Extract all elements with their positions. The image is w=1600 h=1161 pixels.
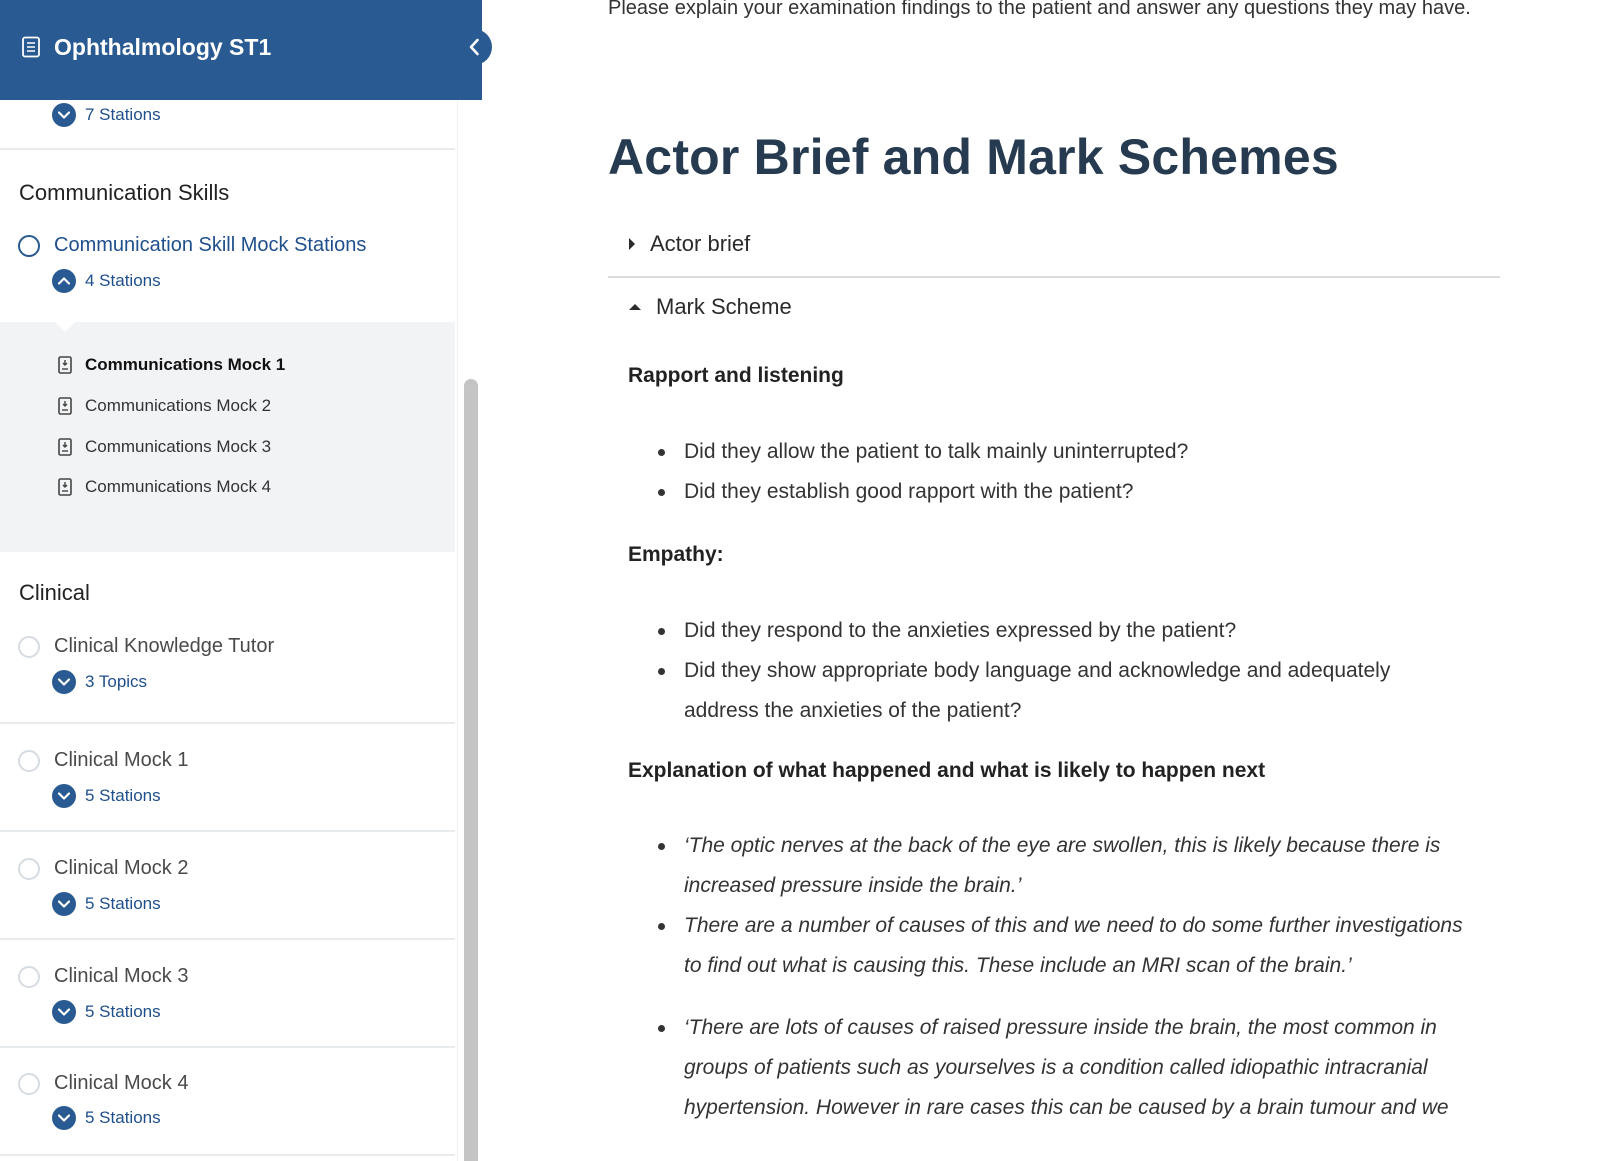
accordion-mark-scheme[interactable] xyxy=(628,294,792,320)
list-item: There are a number of causes of this and we need to do some further investigations to find out what is causing this. These include an MRI scan of the brain.’ xyxy=(628,906,1468,986)
lesson-clinical-mock-2 xyxy=(0,832,455,940)
lesson-row[interactable] xyxy=(18,1072,188,1095)
lesson-count-toggle[interactable] xyxy=(52,670,147,694)
chevron-down-icon xyxy=(52,1000,76,1024)
chevron-down-icon xyxy=(52,784,76,808)
topic-label[interactable]: Communications Mock 1 xyxy=(85,355,286,374)
document-exam-icon xyxy=(58,438,72,456)
lesson-title[interactable]: Communication Skill Mock Stations xyxy=(54,234,367,256)
lesson-status-radio xyxy=(18,858,40,880)
sidebar-lesson-list[interactable] xyxy=(0,0,455,1161)
mark-scheme-heading: Explanation of what happened and what is likely to happen next xyxy=(628,759,1266,782)
lesson-count[interactable]: 3 Topics xyxy=(85,672,148,691)
sidebar-header xyxy=(0,0,482,100)
topic-item[interactable] xyxy=(58,355,285,375)
lesson-count[interactable]: 5 Stations xyxy=(85,1108,161,1127)
topic-label[interactable]: Communications Mock 3 xyxy=(85,437,272,456)
prev-lesson-count-toggle[interactable] xyxy=(52,103,161,127)
intro-paragraph: Please explain your examination findings to the patient and answer any questions they may have. xyxy=(608,0,1471,19)
lesson-clinical-knowledge-tutor[interactable] xyxy=(18,635,274,658)
lesson-communication-skill-mock-stations[interactable] xyxy=(18,234,366,257)
list-item: Did they respond to the anxieties expressed by the patient? xyxy=(628,611,1468,651)
topic-label[interactable]: Communications Mock 4 xyxy=(85,477,272,496)
lesson-row[interactable] xyxy=(18,749,188,772)
topic-item[interactable] xyxy=(58,437,271,457)
lesson-count[interactable]: 5 Stations xyxy=(85,894,161,913)
lesson-count[interactable]: 5 Stations xyxy=(85,1002,161,1021)
lesson-count[interactable]: 5 Stations xyxy=(85,786,161,805)
course-sidebar xyxy=(0,0,482,1161)
topic-item[interactable] xyxy=(58,396,271,416)
list-item: Did they allow the patient to talk mainly uninterrupted? xyxy=(628,432,1468,472)
mark-scheme-list xyxy=(628,432,1468,512)
list-item: ‘The optic nerves at the back of the eye are swollen, this is likely because there is increased pressure inside the brain.’ xyxy=(628,826,1468,906)
mark-scheme-heading: Empathy: xyxy=(628,543,724,566)
lesson-status-radio xyxy=(18,1073,40,1095)
accordion-label[interactable]: Actor brief xyxy=(650,231,751,256)
section-heading: Communication Skills xyxy=(19,180,230,205)
list-item: Did they establish good rapport with the patient? xyxy=(628,472,1468,512)
lesson-count-toggle[interactable] xyxy=(52,892,161,916)
lesson-count-toggle[interactable] xyxy=(52,269,161,293)
document-exam-icon xyxy=(58,478,72,496)
chevron-up-icon xyxy=(52,269,76,293)
chevron-left-icon xyxy=(468,38,480,56)
section-heading: Clinical xyxy=(19,580,90,605)
mark-scheme-heading: Rapport and listening xyxy=(628,364,844,387)
chevron-down-icon xyxy=(52,1106,76,1130)
collapse-sidebar-button[interactable] xyxy=(456,29,492,65)
lesson-row[interactable] xyxy=(18,965,188,988)
lesson-status-radio xyxy=(18,636,40,658)
list-item: ‘There are lots of causes of raised pressure inside the brain, the most common in groups of patients such as yourselves is a condition called idiopathic intracranial hypertension. However in rare cases this can be caused by a brain tumour and we xyxy=(628,1008,1468,1128)
lesson-title[interactable]: Clinical Mock 2 xyxy=(54,857,189,879)
lesson-clinical-mock-1 xyxy=(0,724,455,832)
lesson-status-radio xyxy=(18,750,40,772)
chevron-down-icon xyxy=(52,892,76,916)
mark-scheme-list xyxy=(628,611,1468,731)
caret-up-icon xyxy=(628,303,642,311)
accordion-divider xyxy=(608,276,1500,278)
lesson-title[interactable]: Clinical Knowledge Tutor xyxy=(54,635,275,657)
document-list-icon xyxy=(21,36,41,58)
lesson-clinical-mock-3 xyxy=(0,940,455,1048)
lesson-title[interactable]: Clinical Mock 3 xyxy=(54,965,189,987)
course-title[interactable]: Ophthalmology ST1 xyxy=(54,34,272,60)
caret-right-icon xyxy=(628,237,636,251)
list-item: Did they show appropriate body language and acknowledge and adequately address the anxieties of the patient? xyxy=(628,651,1468,731)
lesson-count-toggle[interactable] xyxy=(52,784,161,808)
accordion-label[interactable]: Mark Scheme xyxy=(656,294,792,319)
topic-item[interactable] xyxy=(58,477,271,497)
chevron-down-icon xyxy=(52,670,76,694)
document-exam-icon xyxy=(58,397,72,415)
lesson-count-toggle[interactable] xyxy=(52,1106,161,1130)
chevron-down-icon xyxy=(52,103,76,127)
prev-lesson-count[interactable]: 7 Stations xyxy=(85,105,161,124)
accordion-actor-brief[interactable] xyxy=(628,231,750,257)
lesson-status-radio xyxy=(18,966,40,988)
mark-scheme-list xyxy=(628,826,1468,1128)
lesson-count-toggle[interactable] xyxy=(52,1000,161,1024)
lesson-status-radio xyxy=(18,235,40,257)
lesson-content xyxy=(482,0,1600,1161)
lesson-count[interactable]: 4 Stations xyxy=(85,271,161,290)
lesson-topics-panel xyxy=(0,322,455,552)
topic-label[interactable]: Communications Mock 2 xyxy=(85,396,272,415)
lesson-title[interactable]: Clinical Mock 4 xyxy=(54,1072,189,1094)
lesson-title[interactable]: Clinical Mock 1 xyxy=(54,749,189,771)
lesson-clinical-mock-4 xyxy=(0,1048,455,1156)
section-clinical xyxy=(0,552,455,724)
sidebar-scrollbar-thumb[interactable] xyxy=(464,379,478,1161)
panel-notch xyxy=(54,321,76,332)
page-title: Actor Brief and Mark Schemes xyxy=(608,129,1339,185)
lesson-row[interactable] xyxy=(18,857,188,880)
document-exam-icon xyxy=(58,356,72,374)
